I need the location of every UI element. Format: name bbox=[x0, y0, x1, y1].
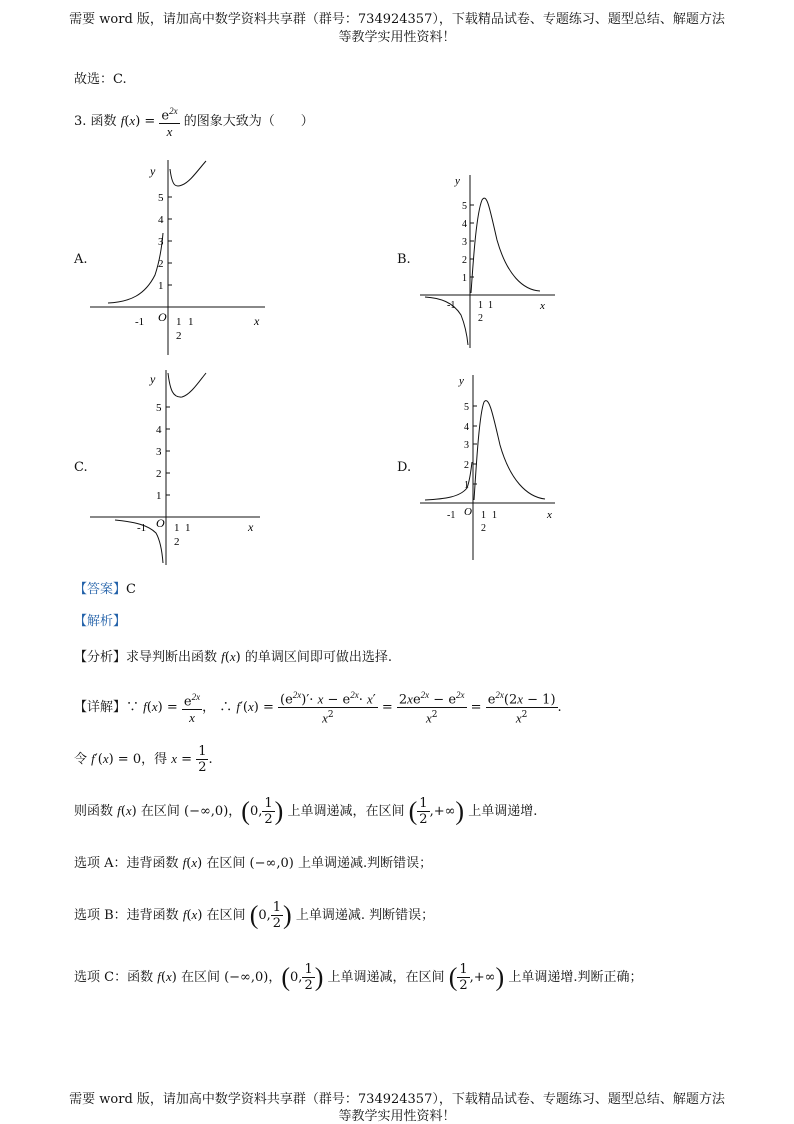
tick-half-num: 1 bbox=[481, 510, 486, 521]
x-label: x bbox=[540, 300, 545, 312]
opt-c-line: 选项 C：函数 f(x) 在区间 (−∞,0)，(0, $\frac{1}{2}$ ) 上单调递减，在区间 ( $\frac{1}{2}$ ,+∞) 上单调递增.判断正确； bbox=[74, 962, 643, 993]
tick-half-den: 2 bbox=[176, 330, 182, 342]
header-line-2: 等教学实用性资料！ bbox=[338, 30, 456, 45]
conclusion-text-3: 上单调递减，在区间 bbox=[287, 804, 405, 819]
header-line-1: 需要 word 版，请加高中数学资料共享群（群号：734924357），下载精品试卷、专题练习、题型总结、解题方法 bbox=[69, 12, 725, 27]
opt-b-text-1: 选项 B：违背函数 bbox=[74, 908, 179, 923]
tick-y3: 3 bbox=[462, 237, 467, 248]
opt-b-text-3: 上单调递减. 判断错误； bbox=[295, 908, 435, 923]
tick-y2: 2 bbox=[156, 468, 162, 480]
opt-b-line: 选项 B：违背函数 f(x) 在区间 (0, $\frac{1}{2}$ ) 上单调递减. 判断错误； bbox=[74, 900, 435, 931]
tick-half-den: 2 bbox=[478, 313, 483, 324]
conclusion-text-2: 在区间 bbox=[140, 804, 180, 819]
y-label: y bbox=[455, 175, 460, 187]
detail-line: 【详解】∵ f(x) = $\frac{e^{2x}}{x}$ ， ∴ f′(x) = $\frac{(e^{2x})'\cdot x - e^{2x}\cdot x'}{x^2}$ = $\frac{2xe^{2x} - e^{2x}}{x^2}$ = $\frac{e^{2x}(2x - 1)}{x^2}$ . bbox=[74, 690, 562, 726]
question-prefix: 函数 bbox=[90, 114, 117, 130]
question-3: 3. 函数 f(x) = $\frac{e^{2x}}{x}$ 的图象大致为（ ） bbox=[74, 106, 314, 140]
tick-y3: 3 bbox=[464, 440, 469, 451]
answer-label: 【答案】 bbox=[74, 582, 127, 597]
ling-text-2: ，得 bbox=[141, 752, 168, 767]
fenxi-label: 【分析】 bbox=[74, 650, 127, 665]
tick-y1: 1 bbox=[464, 480, 469, 491]
tick-one: 1 bbox=[188, 316, 194, 328]
tick-minus1: -1 bbox=[135, 316, 145, 328]
tick-half-den: 2 bbox=[481, 523, 486, 534]
y-label: y bbox=[150, 164, 156, 178]
graph-d bbox=[415, 370, 565, 565]
tick-half-num: 1 bbox=[478, 300, 483, 311]
tick-half-den: 2 bbox=[174, 536, 180, 548]
opt-a-text-1: 选项 A：违背函数 bbox=[74, 856, 179, 871]
tick-y1: 1 bbox=[158, 280, 164, 292]
tick-one: 1 bbox=[492, 510, 497, 521]
tick-y4: 4 bbox=[158, 214, 164, 226]
detail-label: 【详解】 bbox=[74, 699, 127, 715]
origin-label: O bbox=[156, 516, 165, 530]
x-label: x bbox=[254, 314, 260, 328]
x-label: x bbox=[248, 520, 254, 534]
fenxi-text-1: 求导判断出函数 bbox=[126, 650, 218, 665]
tick-y3: 3 bbox=[158, 236, 164, 248]
tick-y4: 4 bbox=[156, 424, 162, 436]
opt-a-line: 选项 A：违背函数 f(x) 在区间 (−∞,0) 上单调递减.判断错误； bbox=[74, 855, 433, 871]
tick-one: 1 bbox=[185, 522, 191, 534]
y-label: y bbox=[150, 372, 156, 386]
option-d-label: D. bbox=[397, 460, 412, 475]
analysis-label: 【解析】 bbox=[74, 614, 127, 629]
formula-fx: f bbox=[120, 113, 125, 129]
conclusion-text-4: 上单调递增. bbox=[468, 804, 538, 819]
graph-c bbox=[90, 365, 270, 570]
opt-a-text-2: 在区间 bbox=[206, 856, 246, 871]
tick-y2: 2 bbox=[158, 258, 164, 270]
footer-line-2: 等教学实用性资料！ bbox=[338, 1109, 456, 1124]
tick-y2: 2 bbox=[462, 255, 467, 266]
ling-text-1: 令 bbox=[74, 752, 88, 767]
tick-minus1: -1 bbox=[447, 300, 456, 311]
tick-y5: 5 bbox=[464, 402, 469, 413]
option-b-label: B. bbox=[397, 252, 411, 267]
graph-a bbox=[90, 155, 270, 360]
answer-line bbox=[74, 578, 136, 597]
opt-c-text-4: 上单调递增.判断正确； bbox=[508, 970, 643, 985]
y-label: y bbox=[459, 375, 464, 387]
tick-minus1: -1 bbox=[447, 510, 456, 521]
opt-c-text-3: 上单调递减，在区间 bbox=[327, 970, 445, 985]
tick-y5: 5 bbox=[158, 192, 164, 204]
tick-y5: 5 bbox=[462, 201, 467, 212]
ling-line: 令 f′(x) = 0，得 x = $\frac{1}{2}$ . bbox=[74, 744, 213, 775]
curve-right bbox=[170, 161, 206, 186]
question-suffix: 的图象大致为（ ） bbox=[183, 114, 314, 130]
curve-left bbox=[108, 233, 163, 303]
formula-fraction: $\frac{e^{2x}}{x}$ bbox=[161, 106, 178, 140]
option-a-label: A. bbox=[74, 252, 88, 267]
opt-c-text-1: 选项 C：函数 bbox=[74, 970, 154, 985]
opt-b-text-2: 在区间 bbox=[206, 908, 246, 923]
tick-minus1: -1 bbox=[137, 522, 147, 534]
graph-b bbox=[415, 170, 565, 352]
conclusion-line: 则函数 f(x) 在区间 (−∞,0)，(0, $\frac{1}{2}$ ) 上单调递减，在区间 ( $\frac{1}{2}$ ,+∞) 上单调递增. bbox=[74, 796, 538, 827]
tick-one: 1 bbox=[488, 300, 493, 311]
tick-y2: 2 bbox=[464, 460, 469, 471]
tick-y4: 4 bbox=[462, 219, 467, 230]
conclusion-text-1: 则函数 bbox=[74, 804, 114, 819]
footer-line-1: 需要 word 版，请加高中数学资料共享群（群号：734924357），下载精品试卷、专题练习、题型总结、解题方法 bbox=[69, 1092, 725, 1107]
question-number: 3. bbox=[74, 114, 87, 130]
tick-y5: 5 bbox=[156, 402, 162, 414]
tick-y3: 3 bbox=[156, 446, 162, 458]
opt-a-text-3: 上单调递减.判断错误； bbox=[297, 856, 433, 871]
origin-label: O bbox=[464, 506, 472, 518]
fenxi-text-2: 的单调区间即可做出选择. bbox=[244, 650, 393, 665]
x-label: x bbox=[547, 509, 552, 521]
tick-y1: 1 bbox=[156, 490, 162, 502]
tick-half-num: 1 bbox=[176, 316, 182, 328]
tick-y4: 4 bbox=[464, 422, 469, 433]
tick-half-num: 1 bbox=[174, 522, 180, 534]
fenxi-line: 【分析】求导判断出函数 f(x) 的单调区间即可做出选择. bbox=[74, 649, 393, 665]
prev-answer: 故选：C. bbox=[74, 72, 127, 87]
origin-label: O bbox=[158, 310, 167, 324]
tick-y1: 1 bbox=[462, 273, 467, 284]
option-c-label: C. bbox=[74, 460, 88, 475]
opt-c-text-2: 在区间 bbox=[180, 970, 220, 985]
answer-value: C bbox=[126, 582, 136, 597]
